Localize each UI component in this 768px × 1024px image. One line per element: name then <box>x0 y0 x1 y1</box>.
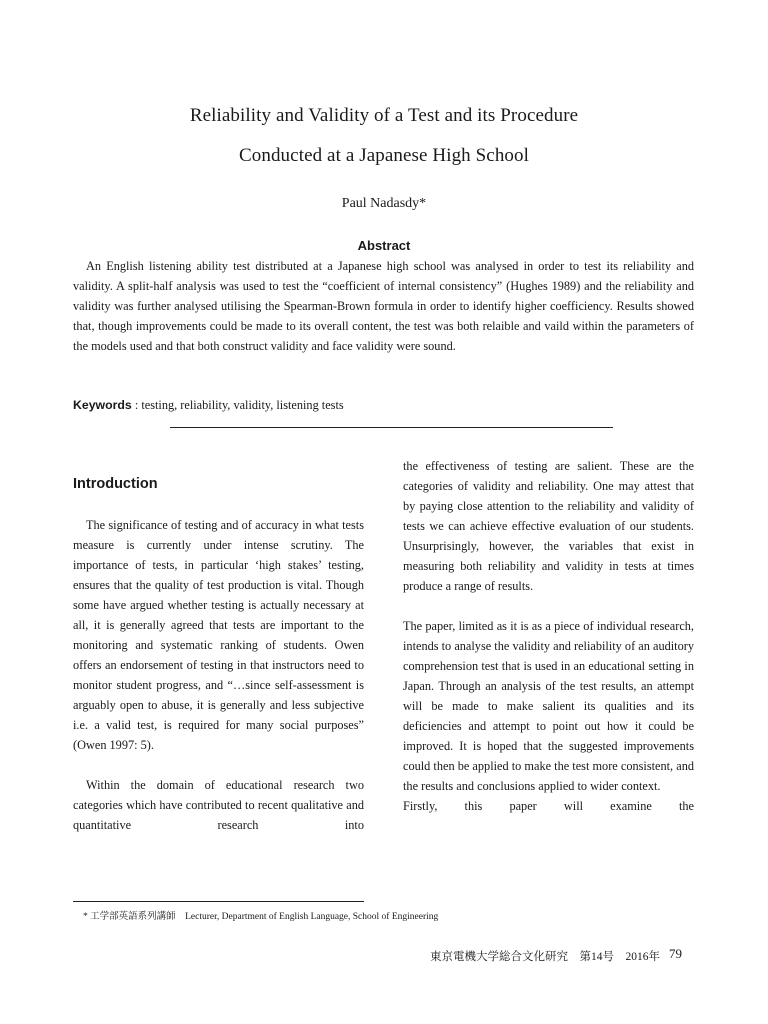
footnote: * 工学部英語系列講師 Lecturer, Department of English Language, School of Engineering <box>83 912 439 922</box>
abstract-heading: Abstract <box>357 238 411 253</box>
right-column <box>403 456 694 816</box>
footnote-divider <box>73 901 364 902</box>
journal-footer: 東京電機大学総合文化研究 第14号 2016年 <box>430 951 660 963</box>
right-paragraph-3: Firstly, this paper will examine the <box>403 799 694 813</box>
paper-title-line-2: Conducted at a Japanese High School <box>238 145 529 166</box>
left-paragraph-2: Within the domain of educational research two categories which have contributed to recent qualitative and quantitative research into <box>73 778 364 832</box>
keywords-text: : testing, reliability, validity, listening tests <box>134 398 344 412</box>
author-name: Paul Nadasdy* <box>341 196 427 211</box>
left-column <box>73 515 364 835</box>
left-paragraph-1: The significance of testing and of accuracy in what tests measure is currently under intense scrutiny. The importance of tests, in particular ‘high stakes’ testing, ensures that the quality of test production is vital. Though some have argued whether testing is actually necessary at all, it is generally agreed that tests are important to the monitoring and systematic ranking of students. Owen offers an endorsement of testing in that instructors need to monitor student progress, and “…since self-assessment is arguably open to abuse, it is generally and less subjective i.e. a valid test, is required for many social purposes” (Owen 1997: 5). <box>73 518 364 752</box>
section-heading-introduction: Introduction <box>73 476 158 492</box>
keywords-label: Keywords <box>73 398 132 412</box>
right-paragraph-2: The paper, limited as it is as a piece of individual research, intends to analyse the validity and reliability of an auditory comprehension test that is used in an educational setting in Japan. Through an analysis of the test results, an attempt will be made to make salient its qualities and its deficiencies and attempt to point out how it could be improved. It is hoped that the suggested improvements could then be applied to make the test more consistent, and the results and conclusions applied to wider context. <box>403 619 694 793</box>
paper-title-line-1: Reliability and Validity of a Test and its Procedure <box>189 105 579 126</box>
right-paragraph-1: the effectiveness of testing are salient. These are the categories of validity and reliability. One may attest that by paying close attention to the reliability and validity of tests we can achieve effective evaluation of our students. Unsurprisingly, however, the variables that exist in measuring both reliability and validity in tests at times produce a range of results. <box>403 459 694 593</box>
keywords-line <box>73 396 694 414</box>
abstract-body: An English listening ability test distributed at a Japanese high school was analysed in order to test its reliability and validity. A split-half analysis was used to test the “coefficient of internal consistency” (Hughes 1989) and the reliability and validity was further analysed utilising the Spearman-Brown formula in order to identify higher coefficiency. Results showed that, though improvements could be made to its overall content, the test was both relaible and vaild within the parameters of the models used and that both construct validity and face validity were sound. <box>73 259 694 353</box>
page-number: 79 <box>669 946 682 961</box>
abstract-divider <box>170 427 613 428</box>
